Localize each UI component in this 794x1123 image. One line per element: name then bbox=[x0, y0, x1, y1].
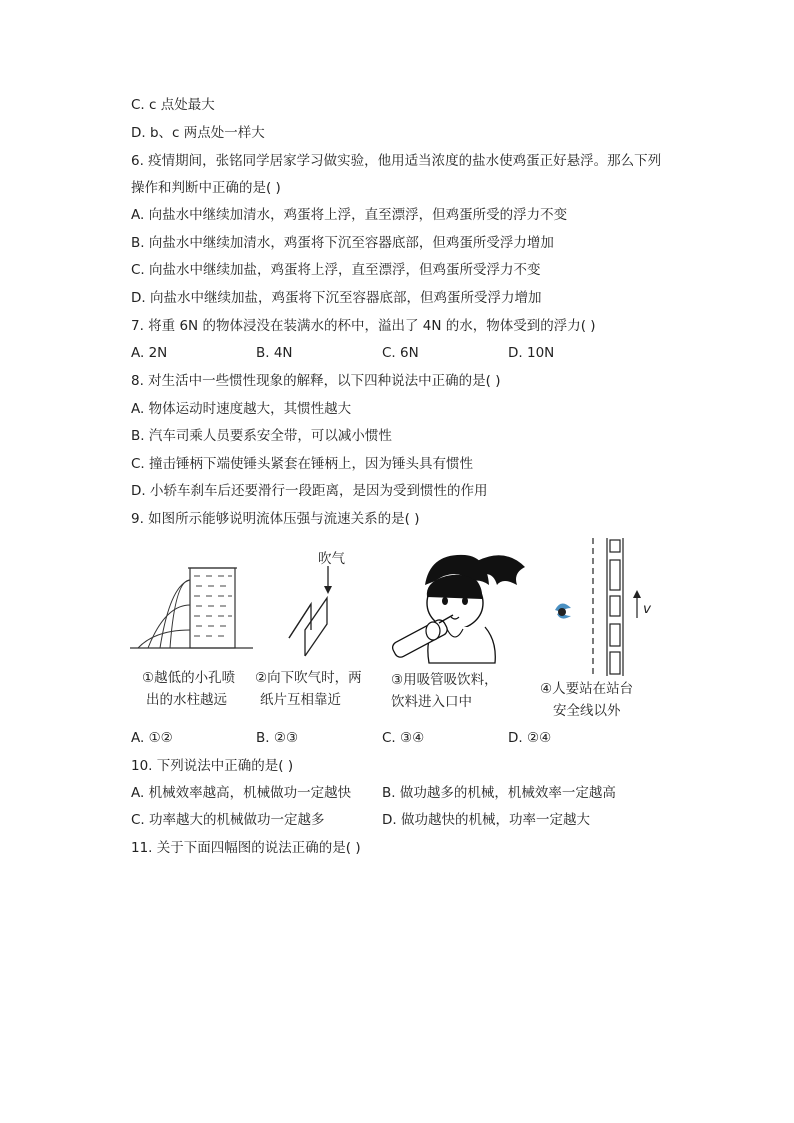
q6-stem-line2: 操作和判断中正确的是( ) bbox=[131, 180, 281, 196]
figure3-caption-line2: 饮料进入口中 bbox=[391, 694, 472, 710]
figure1-caption-line1: ①越低的小孔喷 bbox=[142, 670, 236, 686]
q9-stem: 9. 如图所示能够说明流体压强与流速关系的是( ) bbox=[131, 511, 420, 527]
q10-stem: 10. 下列说法中正确的是( ) bbox=[131, 758, 294, 774]
q7-option-b: B. 4N bbox=[256, 345, 293, 361]
figure4-caption-line2: 安全线以外 bbox=[553, 703, 621, 719]
figure4-caption-line1: ④人要站在站台 bbox=[540, 681, 634, 697]
q11-stem: 11. 关于下面四幅图的说法正确的是( ) bbox=[131, 840, 361, 856]
figure1-caption-line2: 出的水柱越远 bbox=[146, 692, 227, 708]
q8-stem: 8. 对生活中一些惯性现象的解释，以下四种说法中正确的是( ) bbox=[131, 373, 501, 389]
q7-option-d: D. 10N bbox=[508, 345, 555, 361]
q6-option-d: D. 向盐水中继续加盐，鸡蛋将下沉至容器底部，但鸡蛋所受浮力增加 bbox=[131, 290, 542, 306]
figure4-velocity-label: v bbox=[643, 601, 651, 617]
q10-option-d: D. 做功越快的机械，功率一定越大 bbox=[382, 812, 590, 828]
figure2-caption-line2: 纸片互相靠近 bbox=[260, 692, 341, 708]
option-c-line: C. c 点处最大 bbox=[131, 97, 215, 113]
q9-option-d: D. ②④ bbox=[508, 730, 552, 746]
q7-option-a: A. 2N bbox=[131, 345, 168, 361]
option-d-line: D. b、c 两点处一样大 bbox=[131, 125, 265, 141]
q8-option-a: A. 物体运动时速度越大，其惯性越大 bbox=[131, 401, 352, 417]
q6-option-c: C. 向盐水中继续加盐，鸡蛋将上浮，直至漂浮，但鸡蛋所受浮力不变 bbox=[131, 262, 541, 278]
q10-option-c: C. 功率越大的机械做功一定越多 bbox=[131, 812, 325, 828]
q8-option-b: B. 汽车司乘人员要系安全带，可以减小惯性 bbox=[131, 428, 392, 444]
q9-option-c: C. ③④ bbox=[382, 730, 425, 746]
q6-option-a: A. 向盐水中继续加清水，鸡蛋将上浮，直至漂浮，但鸡蛋所受的浮力不变 bbox=[131, 207, 568, 223]
q6-stem-line1: 6. 疫情期间，张铭同学居家学习做实验，他用适当浓度的盐水使鸡蛋正好悬浮。那么下列 bbox=[131, 153, 662, 169]
q8-option-c: C. 撞击锤柄下端使锤头紧套在锤柄上，因为锤头具有惯性 bbox=[131, 456, 474, 472]
q6-option-b: B. 向盐水中继续加清水，鸡蛋将下沉至容器底部，但鸡蛋所受浮力增加 bbox=[131, 235, 554, 251]
q10-option-a: A. 机械效率越高，机械做功一定越快 bbox=[131, 785, 352, 801]
q8-option-d: D. 小轿车刹车后还要滑行一段距离，是因为受到惯性的作用 bbox=[131, 483, 488, 499]
figure-water-jets bbox=[130, 560, 255, 652]
q9-option-a: A. ①② bbox=[131, 730, 173, 746]
q10-option-b: B. 做功越多的机械，机械效率一定越高 bbox=[382, 785, 616, 801]
q7-stem: 7. 将重 6N 的物体浸没在装满水的杯中，溢出了 4N 的水，物体受到的浮力( ) bbox=[131, 318, 596, 334]
q7-option-c: C. 6N bbox=[382, 345, 419, 361]
figure3-caption-line1: ③用吸管吸饮料， bbox=[391, 672, 498, 688]
figure2-label: 吹气 bbox=[318, 551, 345, 567]
figure-girl-drinking bbox=[385, 545, 530, 665]
figure2-caption-line1: ②向下吹气时，两 bbox=[255, 670, 362, 686]
q9-option-b: B. ②③ bbox=[256, 730, 299, 746]
